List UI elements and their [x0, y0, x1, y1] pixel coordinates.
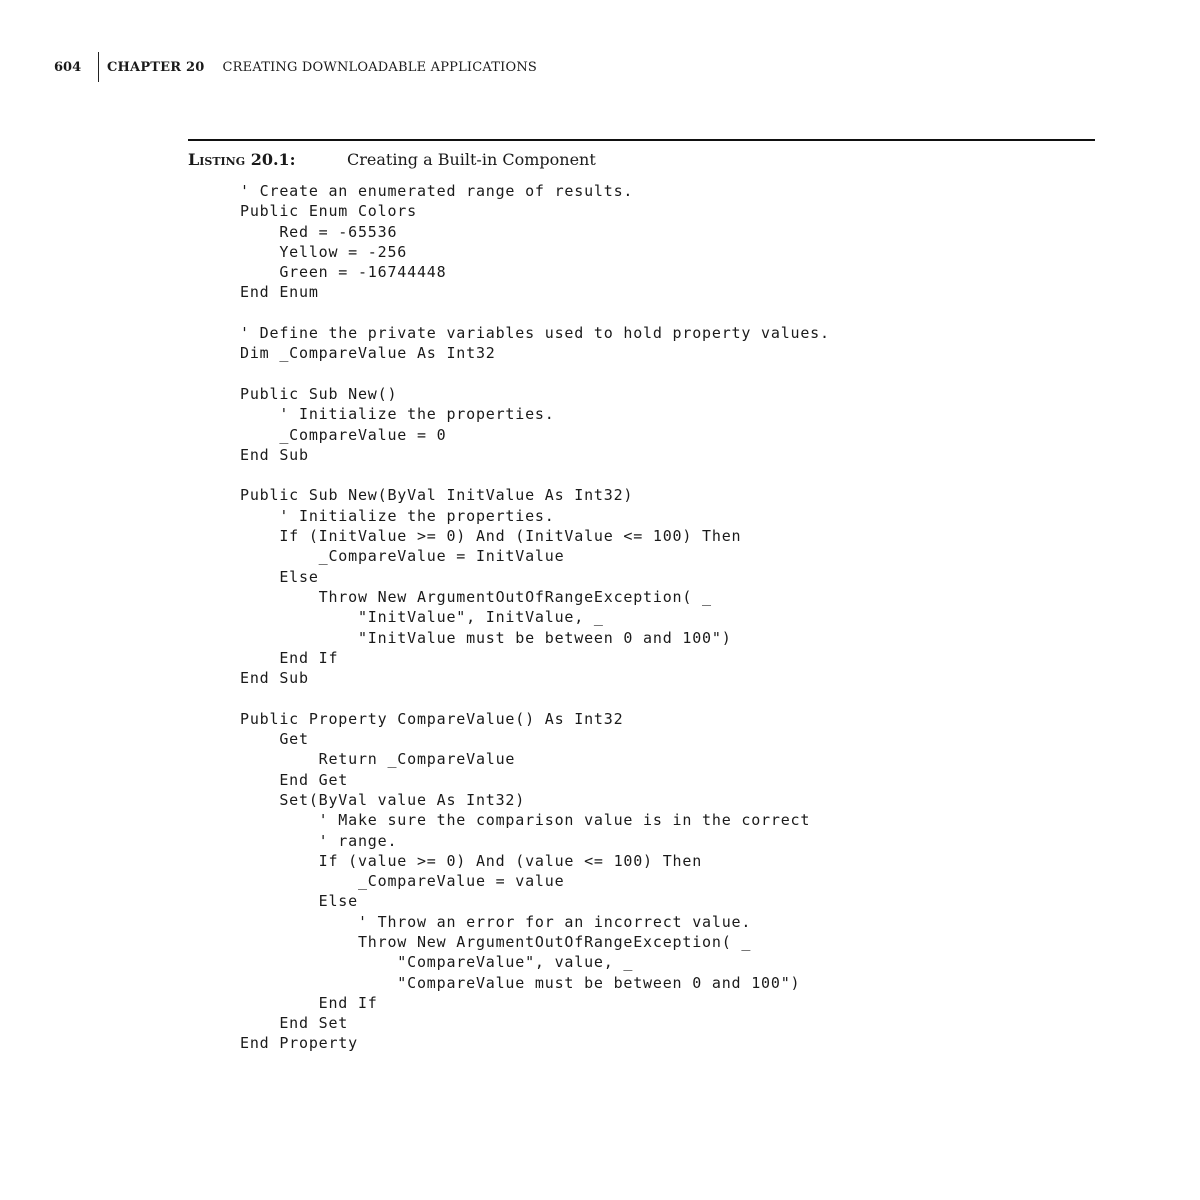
chapter-title: CREATING DOWNLOADABLE APPLICATIONS: [222, 59, 538, 75]
code-line: Set(ByVal value As Int32): [240, 790, 526, 809]
code-line: _CompareValue = value: [240, 872, 565, 891]
code-line: [240, 364, 830, 384]
code-line: Dim _CompareValue As Int32: [240, 344, 496, 363]
code-line: ' range.: [240, 831, 398, 850]
code-line: _CompareValue = InitValue: [240, 547, 565, 566]
code-line: [240, 303, 830, 323]
code-line: "CompareValue", value, _: [240, 953, 634, 972]
code-line: ' Make sure the comparison value is in the correct: [240, 811, 811, 830]
listing-label: Listing 20.1:: [188, 150, 296, 169]
code-line: Return _CompareValue: [240, 750, 516, 769]
code-line: "CompareValue must be between 0 and 100"): [240, 973, 801, 992]
code-line: "InitValue", InitValue, _: [240, 608, 604, 627]
page-number: 604: [54, 59, 82, 75]
code-listing: [240, 181, 830, 1054]
code-line: ' Create an enumerated range of results.: [240, 182, 634, 200]
code-line: "InitValue must be between 0 and 100"): [240, 628, 732, 647]
code-line: [240, 465, 830, 485]
code-line: End Sub: [240, 445, 309, 464]
running-head: [54, 52, 537, 82]
code-line: End Property: [240, 1034, 358, 1053]
code-line: Public Enum Colors: [240, 202, 417, 221]
code-line: Else: [240, 567, 319, 586]
header-divider: [98, 52, 99, 82]
code-line: Throw New ArgumentOutOfRangeException( _: [240, 587, 712, 606]
code-line: Throw New ArgumentOutOfRangeException( _: [240, 932, 752, 951]
code-line: Else: [240, 892, 358, 911]
code-line: Green = -16744448: [240, 263, 447, 282]
code-line: ' Initialize the properties.: [240, 506, 555, 525]
code-line: If (InitValue >= 0) And (InitValue <= 100) Then: [240, 527, 742, 546]
code-line: Red = -65536: [240, 222, 398, 241]
code-line: Get: [240, 730, 309, 749]
code-line: End Sub: [240, 669, 309, 688]
listing-title: Creating a Built-in Component: [347, 150, 596, 169]
listing-top-rule: [188, 139, 1095, 141]
code-line: End Enum: [240, 283, 319, 302]
code-line: End If: [240, 648, 339, 667]
listing-caption: [188, 150, 596, 169]
code-line: ' Define the private variables used to hold property values.: [240, 324, 830, 343]
code-line: [240, 688, 830, 708]
code-line: If (value >= 0) And (value <= 100) Then: [240, 851, 703, 870]
code-line: Yellow = -256: [240, 242, 408, 261]
code-line: Public Property CompareValue() As Int32: [240, 709, 624, 728]
code-line: ' Initialize the properties.: [240, 405, 555, 424]
chapter-label: CHAPTER 20: [107, 59, 205, 75]
code-line: _CompareValue = 0: [240, 425, 447, 444]
code-line: End If: [240, 993, 378, 1012]
code-line: ' Throw an error for an incorrect value.: [240, 912, 752, 931]
code-line: Public Sub New(ByVal InitValue As Int32): [240, 486, 634, 505]
code-line: End Get: [240, 770, 349, 789]
code-line: Public Sub New(): [240, 384, 398, 403]
code-line: End Set: [240, 1014, 349, 1033]
